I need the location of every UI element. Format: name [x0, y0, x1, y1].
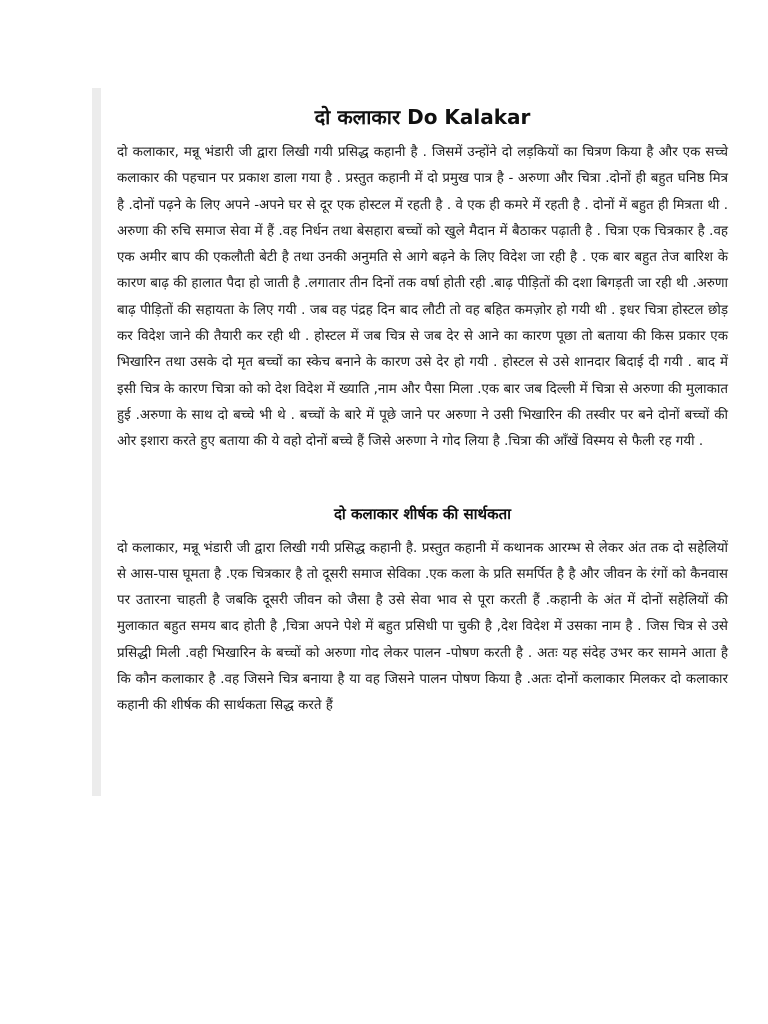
summary-paragraph: दो कलाकार, मन्नू भंडारी जी द्वारा लिखी गयी प्रसिद्ध कहानी है . जिसमें उन्होंने दो लड़कियों का चित्रण किया है और एक सच्चे कलाकार की पहचान पर प्रकाश डाला गया है . प्रस्तुत कहानी में दो प्रमुख पात्र है - अरुणा और चित्रा .दोनों ही बहुत घनिष्ठ मित्र है .दोनों पढ़ने के लिए अपने -अपने घर से दूर एक होस्टल में रहती है . वे एक ही कमरे में रहती है . दोनों में बहुत ही मित्रता थी . अरुणा की रुचि समाज सेवा में हैं .वह निर्धन तथा बेसहारा बच्चों को खुले मैदान में बैठाकर पढ़ाती है . चित्रा एक चित्रकार है .वह एक अमीर बाप की एकलौती बेटी है तथा उनकी अनुमति से आगे बढ़ने के लिए विदेश जा रही है . एक बार बहुत तेज बारिश के कारण बाढ़ की हालात पैदा हो जाती है .लगातार तीन दिनों तक वर्षा होती रही .बाढ़ पीड़ितों की दशा बिगड़ती जा रही थी .अरुणा बाढ़ पीड़ितों की सहायता के लिए गयी . जब वह पंद्रह दिन बाद लौटी तो वह बहित कमज़ोर हो गयी थी . इधर चित्रा होस्टल छोड़ कर विदेश जाने की तैयारी कर रही थी . होस्टल में जब चित्र से जब देर से आने का कारण पूछा तो बताया की किस प्रकार एक भिखारिन तथा उसके दो मृत बच्चों का स्केच बनाने के कारण उसे देर हो गयी . होस्टल से उसे शानदार बिदाई दी गयी . बाद में इसी चित्र के कारण चित्रा को को देश विदेश में ख्याति ,नाम और पैसा मिला .एक बार जब दिल्ली में चित्रा से अरुणा की मुलाकात हुई .अरुणा के साथ दो बच्चे भी थे . बच्चों के बारे में पूछे जाने पर अरुणा ने उसी भिखारिन की तस्वीर पर बने दोनों बच्चों की ओर इशारा करते हुए बताया की ये वहो दोनों बच्चे हैं जिसे अरुणा ने गोद लिया है .चित्रा की आँखें विस्मय से फैली रह गयी . [117, 145, 728, 450]
section-paragraph: दो कलाकार, मन्नू भंडारी जी द्वारा लिखी गयी प्रसिद्ध कहानी है. प्रस्तुत कहानी में कथानक आरम्भ से लेकर अंत तक दो सहेलियों से आस-पास घूमता है .एक चित्रकार है तो दूसरी समाज सेविका .एक कला के प्रति समर्पित है है और जीवन के रंगों को कैनवास पर उतारना चाहती है जबकि दूसरी जीवन को जैसा है उसे सेवा भाव से पूरा करती हैं .कहानी के अंत में दोनों सहेलियों की मुलाकात बहुत समय बाद होती है ,चित्रा अपने पेशे में बहुत प्रसिधी पा चुकी है ,देश विदेश में उसका नाम है . जिस चित्र से उसे प्रसिद्धी मिली .वही भिखारिन के बच्चों को अरुणा गोद लेकर पालन -पोषण करती है . अतः यह संदेह उभर कर सामने आता है कि कौन कलाकार है .वह जिसने चित्र बनाया है या वह जिसने पालन पोषण किया है .अतः दोनों कलाकार मिलकर दो कलाकार कहानी की शीर्षक की सार्थकता सिद्ध करते हैं [117, 540, 728, 714]
page-edge-bar [92, 88, 101, 796]
article-title: दो कलाकार Do Kalakar [314, 105, 531, 129]
section-heading: दो कलाकार शीर्षक की सार्थकता [333, 504, 512, 523]
article-body [117, 100, 728, 720]
